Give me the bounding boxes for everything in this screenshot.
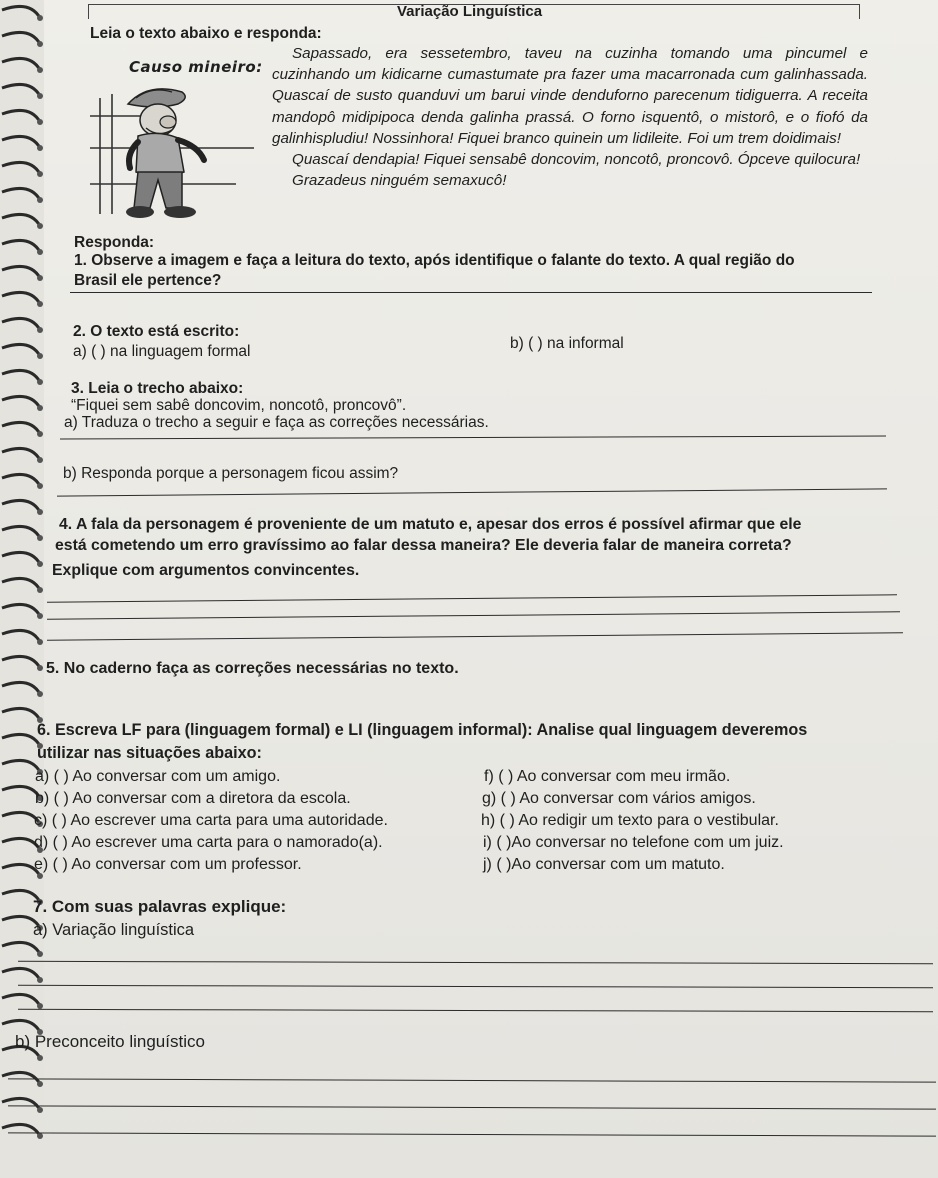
spiral-hole	[37, 951, 43, 957]
q6-item-f[interactable]: f) ( ) Ao conversar com meu irmão.	[484, 768, 731, 785]
q6-line1: 6. Escreva LF para (linguagem formal) e LI (linguagem informal): Analise qual linguagem deveremos	[37, 721, 808, 739]
q2-title: 2. O texto está escrito:	[73, 323, 240, 340]
q6-item-j[interactable]: j) ( )Ao conversar com um matuto.	[483, 856, 725, 873]
page-title: Variação Linguística	[397, 3, 543, 20]
spiral-hole	[37, 691, 43, 697]
q4-line3: Explique com argumentos convincentes.	[52, 562, 360, 579]
spiral-hole	[37, 379, 43, 385]
spiral-hole	[37, 431, 43, 437]
q6-item-e[interactable]: e) ( ) Ao conversar com um professor.	[34, 856, 302, 873]
spiral-hole	[37, 301, 43, 307]
q6-item-i[interactable]: i) ( )Ao conversar no telefone com um juiz.	[483, 834, 784, 851]
q7b-answer-line-1[interactable]	[8, 1078, 936, 1082]
spiral-hole	[37, 353, 43, 359]
q3-part-a: a) Traduza o trecho a seguir e faça as correções necessárias.	[64, 414, 489, 431]
spiral-hole	[37, 1107, 43, 1113]
q7a-answer-line-1[interactable]	[18, 961, 933, 964]
spiral-hole	[37, 587, 43, 593]
q6-item-h[interactable]: h) ( ) Ao redigir um texto para o vestibular.	[481, 812, 779, 829]
q3b-answer-line[interactable]	[57, 488, 887, 496]
q6-item-g[interactable]: g) ( ) Ao conversar com vários amigos.	[482, 790, 756, 807]
q1-line1: 1. Observe a imagem e faça a leitura do texto, após identifique o falante do texto. A qual região do	[74, 252, 795, 269]
q7-part-b: b) Preconceito linguístico	[15, 1032, 205, 1051]
spiral-hole	[37, 1055, 43, 1061]
spiral-hole	[37, 249, 43, 255]
spiral-hole	[37, 613, 43, 619]
spiral-hole	[37, 639, 43, 645]
spiral-hole	[37, 327, 43, 333]
q6-item-d[interactable]: d) ( ) Ao escrever uma carta para o namorado(a).	[34, 834, 383, 851]
q4-answer-line-2[interactable]	[47, 611, 900, 619]
intro-instruction: Leia o texto abaixo e responda:	[90, 25, 322, 42]
q3-quote: “Fiquei sem sabê doncovim, noncotô, proncovô”.	[71, 397, 407, 414]
spiral-hole	[37, 483, 43, 489]
spiral-hole	[37, 1081, 43, 1087]
spiral-hole	[37, 41, 43, 47]
spiral-hole	[37, 197, 43, 203]
spiral-hole	[37, 535, 43, 541]
story-paragraph-1: Sapassado, era sessetembro, taveu na cuzinha tomando uma pincumel e cuzinhando um kidicarne cumastumate pra fazer uma macarronada cum galinhassada. Quascaí de susto quanduvi um barui vinde denduforno parecenum tidiguerra. A receita mandopô midipipoca denda galinha prassá. O forno isquentô, o mistorô, e o fiofó da galinhispludiu! Nossinhora! Fiquei branco quinein um lidileite. Foi um trem doidimais!	[272, 45, 868, 147]
q3-part-b: b) Responda porque a personagem ficou assim?	[63, 465, 399, 482]
spiral-hole	[37, 223, 43, 229]
q3-title: 3. Leia o trecho abaixo:	[71, 380, 244, 397]
q1-line2: Brasil ele pertence?	[74, 272, 222, 289]
spiral-hole	[37, 93, 43, 99]
q5-text: 5. No caderno faça as correções necessárias no texto.	[46, 660, 459, 677]
story-text	[272, 43, 868, 191]
spiral-hole	[37, 561, 43, 567]
spiral-hole	[37, 119, 43, 125]
spiral-binding	[0, 0, 44, 1178]
q2-option-a[interactable]: a) ( ) na linguagem formal	[73, 343, 251, 360]
spiral-hole	[37, 1133, 43, 1139]
spiral-hole	[37, 67, 43, 73]
spiral-hole	[37, 405, 43, 411]
q4-answer-line-1[interactable]	[47, 594, 897, 602]
q7-title: 7. Com suas palavras explique:	[33, 897, 287, 916]
spiral-hole	[37, 977, 43, 983]
matuto-illustration	[86, 76, 258, 226]
spiral-hole	[37, 457, 43, 463]
illustration-caption: Causo mineiro:	[129, 58, 263, 76]
q4-line2: está cometendo um erro gravíssimo ao falar dessa maneira? Ele deveria falar de maneira correta?	[55, 537, 792, 554]
q6-item-b[interactable]: b) ( ) Ao conversar com a diretora da escola.	[35, 790, 351, 807]
spiral-hole	[37, 665, 43, 671]
q2-option-b[interactable]: b) ( ) na informal	[510, 335, 624, 352]
q6-item-a[interactable]: a) ( ) Ao conversar com um amigo.	[35, 768, 281, 785]
q1-answer-line[interactable]	[70, 292, 872, 293]
q6-line2: utilizar nas situações abaixo:	[37, 744, 262, 762]
q7a-answer-line-3[interactable]	[18, 1009, 933, 1012]
q7a-answer-line-2[interactable]	[18, 985, 933, 988]
spiral-hole	[37, 15, 43, 21]
q6-item-c[interactable]: c) ( ) Ao escrever uma carta para uma autoridade.	[34, 812, 388, 829]
q7-part-a: a) Variação linguística	[33, 921, 195, 939]
q4-answer-line-3[interactable]	[47, 632, 903, 640]
spiral-hole	[37, 171, 43, 177]
q7b-answer-line-3[interactable]	[8, 1132, 936, 1136]
q4-line1: 4. A fala da personagem é proveniente de um matuto e, apesar dos erros é possível afirmar que ele	[59, 516, 802, 533]
responda-heading: Responda:	[74, 234, 155, 251]
q3a-answer-line[interactable]	[60, 436, 886, 440]
spiral-hole	[37, 509, 43, 515]
story-paragraph-2: Quascaí dendapia! Fiquei sensabê doncovim, noncotô, proncovô. Ópceve quilocura!	[292, 151, 861, 169]
q7b-answer-line-2[interactable]	[8, 1105, 936, 1109]
spiral-hole	[37, 275, 43, 281]
story-paragraph-3: Grazadeus ninguém semaxucô!	[292, 172, 507, 190]
spiral-hole	[37, 145, 43, 151]
